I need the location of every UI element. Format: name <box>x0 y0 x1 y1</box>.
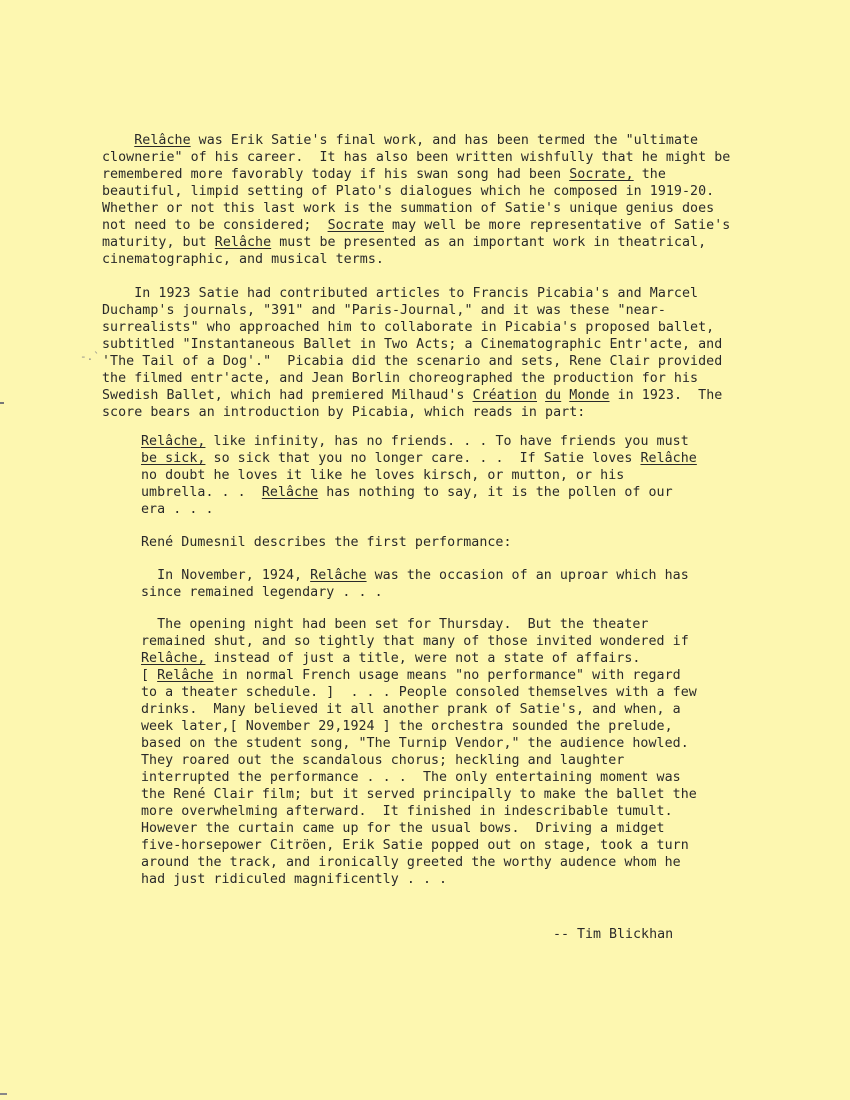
text-segment <box>537 388 545 403</box>
underlined-title: Relâche <box>214 235 272 250</box>
text-segment: cinematographic, and musical terms. <box>102 252 384 267</box>
underlined-title: Relâche <box>310 568 367 583</box>
text-line <box>141 718 673 735</box>
underlined-title: Relâche, <box>141 651 206 666</box>
text-segment: not need to be considered; <box>102 218 328 233</box>
text-segment: was the occasion of an uproar which has <box>366 568 689 583</box>
text-line <box>141 501 214 518</box>
text-segment: remained shut, and so tightly that many of those invited wondered if <box>141 634 689 649</box>
text-line <box>141 650 640 667</box>
text-line <box>141 735 689 752</box>
underlined-title: Relâche <box>261 485 319 500</box>
bottom-dash-mark <box>0 1093 7 1095</box>
text-line <box>102 200 714 217</box>
text-segment: in 1923. The <box>609 388 723 403</box>
text-segment: maturity, but <box>102 235 215 250</box>
text-line <box>141 786 697 803</box>
text-line <box>141 837 689 854</box>
text-line <box>141 584 383 601</box>
underlined-title: Monde <box>569 388 610 403</box>
text-line <box>141 667 681 684</box>
underlined-title: Relâche <box>134 133 191 148</box>
underlined-title: du <box>545 388 562 403</box>
signature: -- Tim Blickhan <box>553 927 674 942</box>
text-line <box>141 871 447 888</box>
text-line <box>102 217 730 234</box>
text-line <box>102 336 722 353</box>
text-segment: drinks. Many believed it all another prank of Satie's, and when, a <box>141 702 681 717</box>
text-line <box>141 450 697 467</box>
text-line <box>102 166 666 183</box>
text-segment: subtitled "Instantaneous Ballet in Two Acts; a Cinematographic Entr'acte, and <box>102 337 723 352</box>
text-segment: surrealists" who approached him to collaborate in Picabia's proposed ballet, <box>102 320 715 335</box>
text-segment: week later,[ November 29,1924 ] the orchestra sounded the prelude, <box>141 719 673 734</box>
text-line <box>141 684 697 701</box>
underlined-title: Relâche <box>157 668 214 683</box>
text-segment: the René Clair film; but it served principally to make the ballet the <box>141 787 697 802</box>
text-line <box>102 149 730 166</box>
underlined-title: Socrate, <box>569 167 634 182</box>
text-segment: may well be more representative of Satie's <box>383 218 731 233</box>
text-line <box>102 285 698 302</box>
text-segment: like infinity, has no friends. . . To have friends you must <box>205 434 689 449</box>
underlined-title: Création <box>472 388 538 403</box>
text-segment: René Dumesnil describes the first performance: <box>141 535 512 550</box>
text-line <box>141 433 689 450</box>
text-line <box>102 319 714 336</box>
underlined-title: be sick, <box>141 451 206 466</box>
text-line <box>102 404 585 421</box>
text-line <box>141 616 649 633</box>
text-line <box>141 701 681 718</box>
margin-tick-mark: -.` <box>80 350 100 363</box>
text-segment: was Erik Satie's final work, and has been termed the "ultimate <box>190 133 699 148</box>
text-segment: They roared out the scandalous chorus; heckling and laughter <box>141 753 625 768</box>
text-segment: beautiful, limpid setting of Plato's dialogues which he composed in 1919-20. <box>102 184 715 199</box>
text-line <box>102 183 714 200</box>
underlined-title: Relâche <box>640 451 697 466</box>
text-segment: However the curtain came up for the usual bows. Driving a midget <box>141 821 665 836</box>
text-line <box>102 387 722 404</box>
text-segment: no doubt he loves it like he loves kirsch, or mutton, or his <box>141 468 625 483</box>
text-line <box>102 234 706 251</box>
text-line <box>141 769 681 786</box>
underlined-title: Socrate <box>327 218 384 233</box>
text-line <box>141 633 689 650</box>
text-segment: remembered more favorably today if his swan song had been <box>102 167 570 182</box>
text-segment: based on the student song, "The Turnip Vendor," the audience howled. <box>141 736 689 751</box>
text-line <box>102 132 698 149</box>
text-segment <box>102 133 134 148</box>
margin-dash-mark <box>0 402 4 404</box>
text-segment: In 1923 Satie had contributed articles to Francis Picabia's and Marcel <box>102 286 699 301</box>
text-segment: more overwhelming afterward. It finished in indescribable tumult. <box>141 804 673 819</box>
text-segment: [ <box>141 668 158 683</box>
text-segment: clownerie" of his career. It has also been written wishfully that he might be <box>102 150 731 165</box>
text-segment: must be presented as an important work in theatrical, <box>271 235 707 250</box>
text-line <box>141 803 673 820</box>
text-line <box>141 567 689 584</box>
text-segment: Whether or not this last work is the summation of Satie's unique genius does <box>102 201 715 216</box>
text-segment: the filmed entr'acte, and Jean Borlin choreographed the production for his <box>102 371 699 386</box>
text-segment: In November, 1924, <box>141 568 311 583</box>
text-segment: since remained legendary . . . <box>141 585 383 600</box>
text-line <box>141 752 624 769</box>
text-segment: the <box>633 167 666 182</box>
text-line <box>141 467 624 484</box>
text-line <box>102 370 698 387</box>
text-segment: The opening night had been set for Thursday. But the theater <box>141 617 649 632</box>
text-segment: umbrella. . . <box>141 485 262 500</box>
text-line <box>102 353 722 370</box>
text-line <box>141 534 512 551</box>
text-line <box>102 251 384 268</box>
underlined-title: Relâche, <box>141 434 206 449</box>
text-line <box>102 302 666 319</box>
text-segment: around the track, and ironically greeted the worthy audence whom he <box>141 855 681 870</box>
text-segment: Duchamp's journals, "391" and "Paris-Journal," and it was these "near- <box>102 303 666 318</box>
text-segment: era . . . <box>141 502 214 517</box>
text-segment: five-horsepower Citröen, Erik Satie popped out on stage, took a turn <box>141 838 689 853</box>
text-line <box>141 484 673 501</box>
text-segment: so sick that you no longer care. . . If Satie loves <box>205 451 641 466</box>
text-segment: has nothing to say, it is the pollen of our <box>318 485 673 500</box>
text-segment: 'The Tail of a Dog'." Picabia did the scenario and sets, Rene Clair provided <box>102 354 723 369</box>
text-line <box>141 854 681 871</box>
text-segment: instead of just a title, were not a state of affairs. <box>205 651 641 666</box>
text-segment: Swedish Ballet, which had premiered Milhaud's <box>102 388 473 403</box>
text-segment: interrupted the performance . . . The only entertaining moment was <box>141 770 681 785</box>
text-segment: in normal French usage means "no performance" with regard <box>213 668 681 683</box>
text-line <box>141 820 665 837</box>
text-segment: to a theater schedule. ] . . . People consoled themselves with a few <box>141 685 697 700</box>
text-segment: had just ridiculed magnificently . . . <box>141 872 448 887</box>
text-segment: score bears an introduction by Picabia, which reads in part: <box>102 405 586 420</box>
